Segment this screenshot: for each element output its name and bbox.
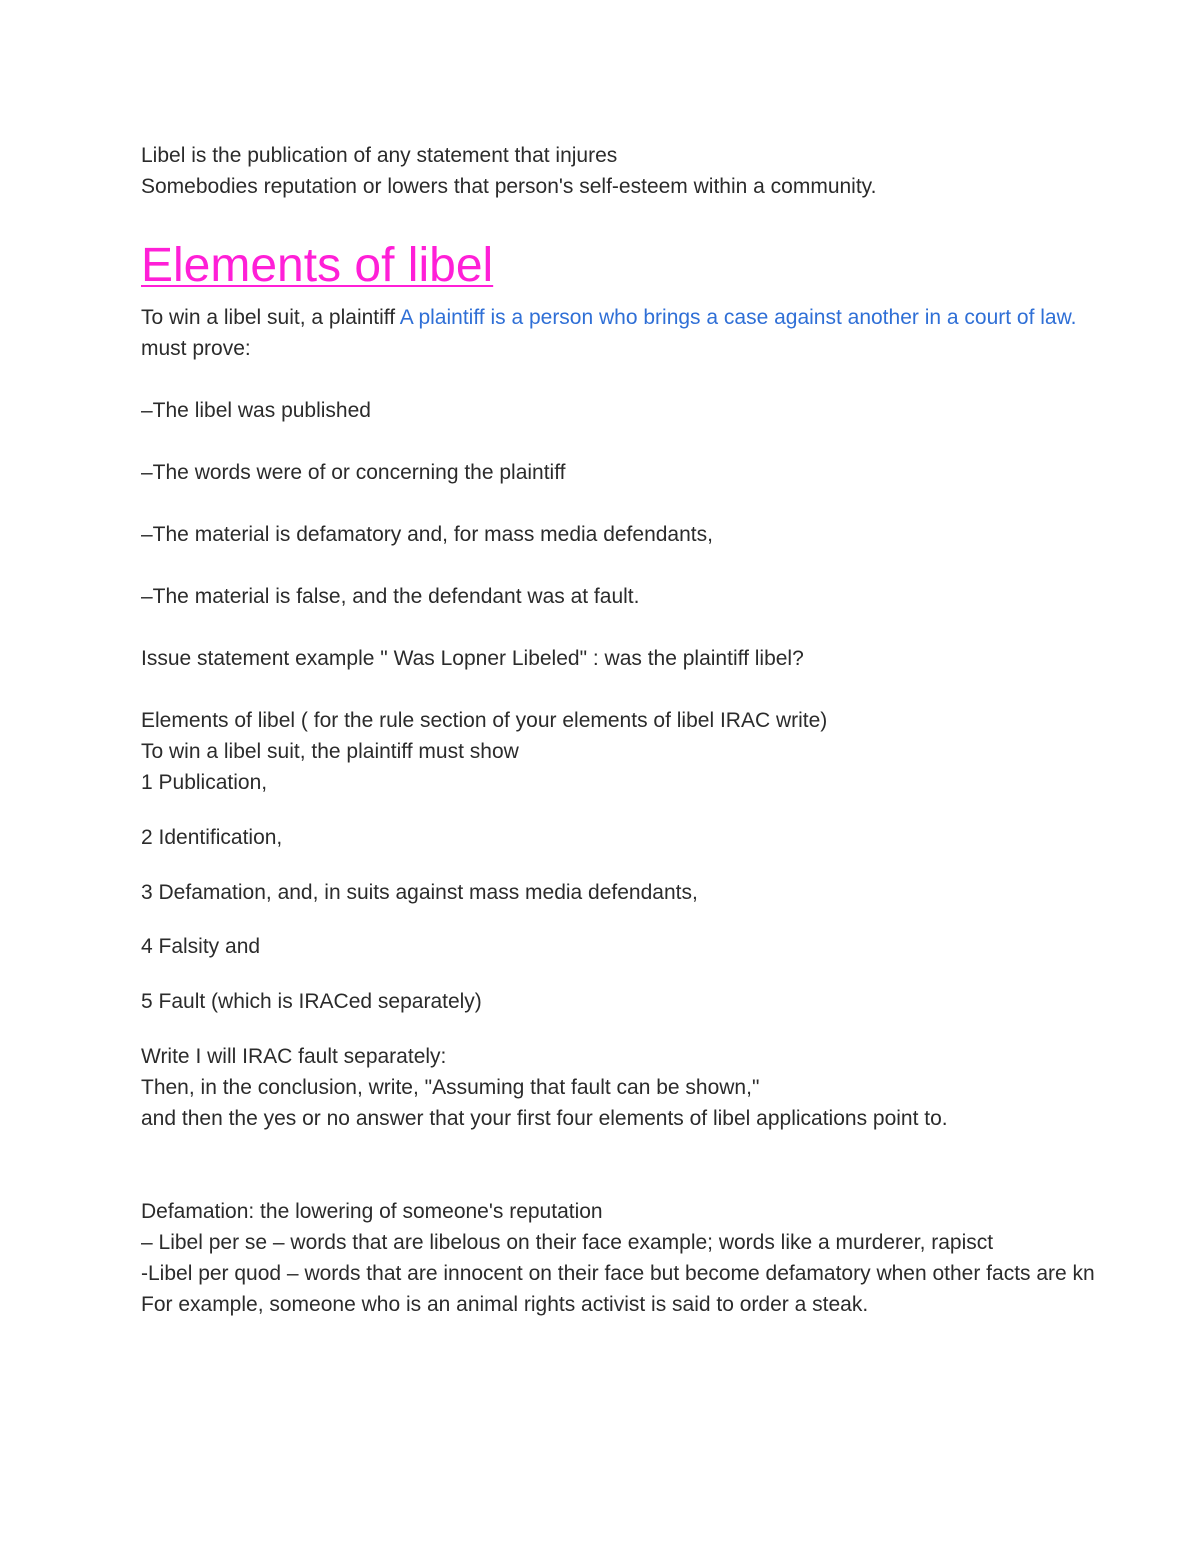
plaintiff-continuation: must prove: <box>141 337 251 360</box>
rule-section-intro: To win a libel suit, the plaintiff must show <box>141 740 519 763</box>
rule-item: 2 Identification, <box>141 826 283 849</box>
intro-line-1: Libel is the publication of any statement that injures <box>141 144 618 167</box>
defamation-line-1: Defamation: the lowering of someone's reputation <box>141 1200 603 1223</box>
prove-item: –The material is defamatory and, for mass media defendants, <box>141 523 713 546</box>
plaintiff-prefix: To win a libel suit, a plaintiff <box>141 306 400 329</box>
rule-section-title: Elements of libel ( for the rule section of your elements of libel IRAC write) <box>141 709 828 732</box>
section-heading: Elements of libel <box>141 239 494 292</box>
rule-item: 1 Publication, <box>141 771 268 794</box>
prove-item: –The material is false, and the defendant was at fault. <box>141 585 640 608</box>
defamation-line-2: – Libel per se – words that are libelous on their face example; words like a murderer, rapisct <box>141 1231 994 1254</box>
issue-statement: Issue statement example " Was Lopner Libeled" : was the plaintiff libel? <box>141 647 804 670</box>
prove-item: –The libel was published <box>141 399 371 422</box>
defamation-line-4: For example, someone who is an animal rights activist is said to order a steak. <box>141 1293 869 1316</box>
rule-item: 3 Defamation, and, in suits against mass media defendants, <box>141 881 698 904</box>
rule-item: 4 Falsity and <box>141 935 261 958</box>
intro-line-2: Somebodies reputation or lowers that person's self-esteem within a community. <box>141 175 877 198</box>
prove-item: –The words were of or concerning the plaintiff <box>141 461 566 484</box>
plaintiff-definition: A plaintiff is a person who brings a case against another in a court of law. <box>399 306 1077 329</box>
defamation-line-3: -Libel per quod – words that are innocent on their face but become defamatory when other facts are kn <box>141 1262 1095 1285</box>
conclusion-line-2: Then, in the conclusion, write, "Assuming that fault can be shown," <box>141 1076 760 1099</box>
rule-item: 5 Fault (which is IRACed separately) <box>141 990 482 1013</box>
plaintiff-line <box>141 302 1076 333</box>
conclusion-line-1: Write I will IRAC fault separately: <box>141 1045 447 1068</box>
conclusion-line-3: and then the yes or no answer that your first four elements of libel applications point to. <box>141 1107 948 1130</box>
